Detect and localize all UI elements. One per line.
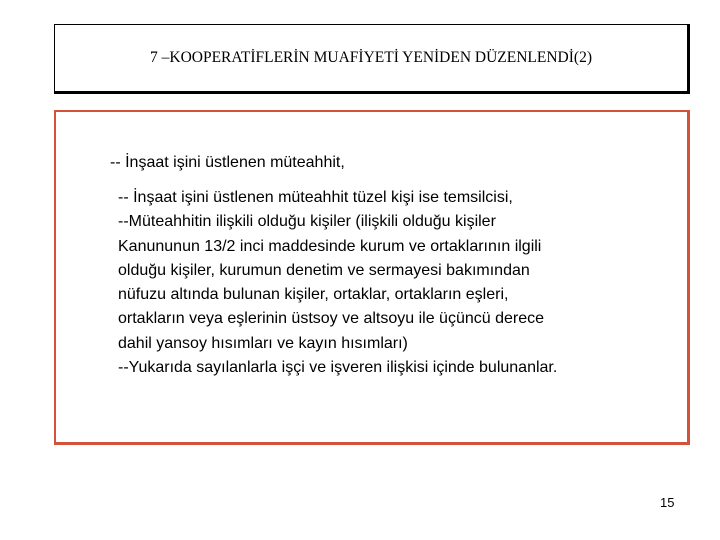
body-line: Kanununun 13/2 inci maddesinde kurum ve ortaklarının ilgili [118,237,542,255]
body-line: --Yukarıda sayılanlarla işçi ve işveren ilişkisi içinde bulunanlar. [118,359,558,377]
body-line: dahil yansoy hısımları ve kayın hısımları) [118,334,408,352]
title-box [54,24,690,94]
body-line: ortakların veya eşlerinin üstsoy ve altsoyu ile üçüncü derece [118,310,544,328]
body-paragraph [118,186,693,380]
body-line: olduğu kişiler, kurumun denetim ve sermayesi bakımından [118,261,530,279]
content-box [54,110,690,445]
intro-line: -- İnşaat işini üstlenen müteahhit, [110,154,345,171]
page-number: 15 [660,495,675,510]
body-line: --Müteahhitin ilişkili olduğu kişiler (ilişkili olduğu kişiler [118,213,496,231]
body-line: -- İnşaat işini üstlenen müteahhit tüzel kişi ise temsilcisi, [118,189,513,206]
body-line: nüfuzu altında bulunan kişiler, ortaklar, ortakların eşleri, [118,286,509,304]
slide-title: 7 –KOOPERATİFLERİN MUAFİYETİ YENİDEN DÜZENLENDİ(2) [150,49,592,66]
